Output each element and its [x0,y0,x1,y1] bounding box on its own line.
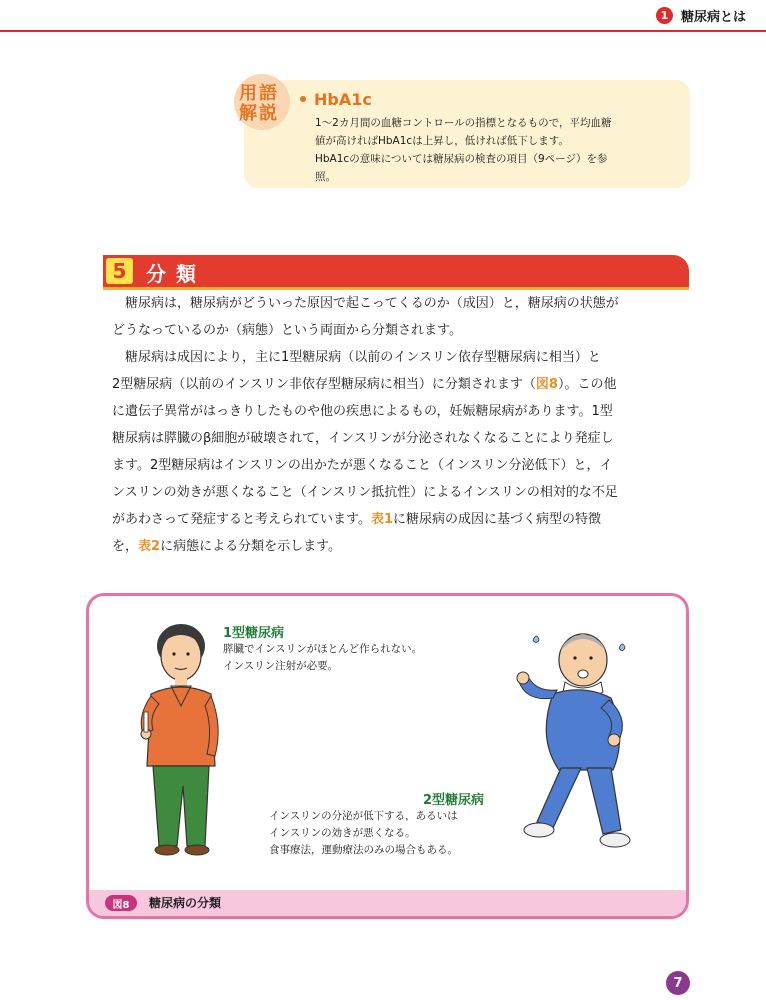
section-number: 5 [106,258,133,284]
glossary-badge [234,74,290,130]
glossary-box [239,80,690,188]
figure-caption: 糖尿病の分類 [149,896,222,910]
type2-title: 2型糖尿病 [423,793,485,808]
section-title: 分類 [146,262,206,286]
table2-reference[interactable]: 表2 [138,539,161,554]
body-text [112,290,692,560]
chapter-title: 糖尿病とは [680,10,746,25]
type1-title: 1型糖尿病 [223,626,285,641]
header-rule [0,30,766,32]
type2-description: インスリンの分泌が低下する，あるいは インスリンの効きが悪くなる。 食事療法，運動療法のみの場合もある。 [269,810,458,856]
figure-label: 図8 [105,895,137,911]
figure-caption-bar [89,890,686,916]
section-heading [103,255,689,287]
chapter-number-badge: 1 [656,7,673,24]
paragraph-2: 糖尿病は成因により，主に1型糖尿病（以前のインスリン依存型糖尿病に相当）と 2型糖尿病（以前のインスリン非依存型糖尿病に相当）に分類されます（図8）。この他 に遺伝子異常がはっきりしたものや他の疾患によるもの，妊娠糖尿病があります。1型 糖尿病は膵臓のβ細胞が破壊されて，インスリンが分泌されなくなることにより発症し ます。2型糖尿病はインスリンの出かたが悪くなること（インスリン分泌低下）と，イ ンスリンの効きが悪くなること（インスリン抵抗性）によるインスリンの相対的な不足 があわさって発症すると考えられています。表1に糖尿病の成因に基づく病型の特徴 を，表2に病態による分類を示します。 [112,350,618,554]
figure-reference[interactable]: 図8 [535,377,558,392]
glossary-definition: 1～2カ月間の血糖コントロールの指標となるもので，平均血糖 値が高ければHbA1cは上昇し，低ければ低下します。 HbA1cの意味については糖尿病の検査の項目（9ページ）を参 照。 [315,117,612,183]
glossary-badge-line2: 解説 [239,103,279,124]
paragraph-1: 糖尿病は，糖尿病がどういった原因で起こってくるのか（成因）と，糖尿病の状態が どうなっているのか（病態）という両面から分類されます。 [112,296,619,338]
table1-reference[interactable]: 表1 [370,512,394,527]
figure-8 [86,593,689,919]
glossary-badge-line1: 用語 [239,83,279,104]
type1-man-illustration [129,616,229,856]
chapter-header [656,6,746,25]
page-number: 7 [666,971,690,995]
glossary-term: HbA1c [314,90,372,109]
type1-description: 膵臓でインスリンがほとんど作られない。 インスリン注射が必要。 [223,643,423,672]
